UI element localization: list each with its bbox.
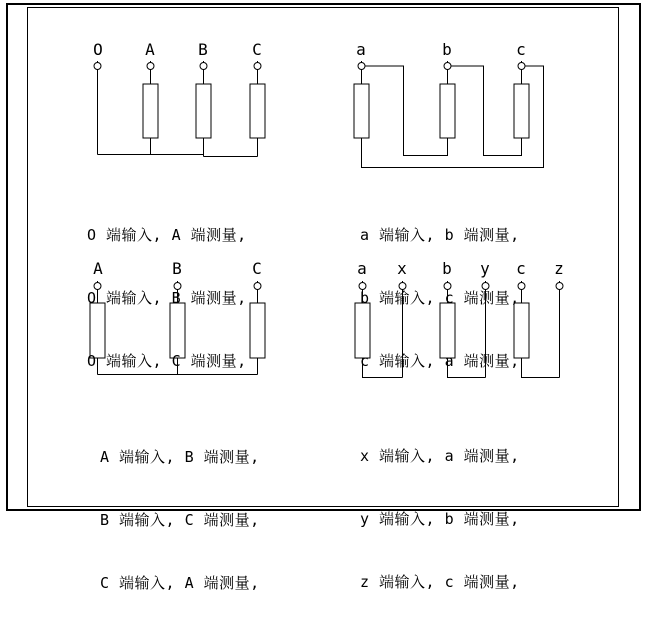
measurement-instruction: z 端输入, c 端测量, (360, 573, 520, 591)
caption-bottom-left (100, 405, 260, 636)
terminal-circle (444, 63, 451, 70)
terminal-circle (556, 283, 563, 290)
terminal-label: a (356, 40, 366, 59)
wire-a-to-b-bottom (365, 66, 448, 156)
measurement-instruction: a 端输入, b 端测量, (360, 226, 520, 244)
terminal-label: a (357, 259, 367, 278)
terminal-label: B (172, 259, 182, 278)
measurement-instruction: c 端输入, a 端测量, (360, 352, 520, 370)
terminal-label: c (516, 259, 526, 278)
winding-rect (440, 84, 455, 138)
diagram-star-with-neutral (94, 61, 265, 157)
terminal-label: b (442, 40, 452, 59)
terminal-label: A (93, 259, 103, 278)
measurement-instruction: A 端输入, B 端测量, (100, 448, 260, 466)
measurement-instruction: O 端输入, B 端测量, (87, 289, 247, 307)
terminal-circle (94, 63, 101, 70)
terminal-label: z (554, 259, 564, 278)
terminal-label: A (145, 40, 155, 59)
terminal-label: O (93, 40, 103, 59)
measurement-instruction: B 端输入, C 端测量, (100, 511, 260, 529)
winding-rect (250, 303, 265, 358)
terminal-circle (518, 63, 525, 70)
terminal-circle (254, 63, 261, 70)
measurement-instruction: O 端输入, A 端测量, (87, 226, 247, 244)
measurement-instruction: b 端输入, c 端测量, (360, 289, 520, 307)
caption-top-right (360, 183, 520, 414)
diagram-delta (354, 61, 544, 168)
terminal-label: C (252, 259, 262, 278)
terminal-circle (147, 63, 154, 70)
caption-bottom-right (360, 404, 520, 635)
terminal-circle (254, 283, 261, 290)
winding-rect (196, 84, 211, 138)
terminal-circle (200, 63, 207, 70)
terminal-label: b (442, 259, 452, 278)
wire-b-to-c-bottom (451, 66, 522, 156)
measurement-instruction: x 端输入, a 端测量, (360, 447, 520, 465)
caption-top-left (87, 183, 247, 414)
winding-rect (514, 84, 529, 138)
terminal-label: c (516, 40, 526, 59)
terminal-circle (358, 63, 365, 70)
terminal-label: B (198, 40, 208, 59)
terminal-label: y (480, 259, 490, 278)
measurement-instruction: y 端输入, b 端测量, (360, 510, 520, 528)
terminal-label: C (252, 40, 262, 59)
wire-c-z-return (522, 358, 560, 378)
winding-rect (354, 84, 369, 138)
measurement-instruction: C 端输入, A 端测量, (100, 574, 260, 592)
winding-rect (250, 84, 265, 138)
terminal-label: x (397, 259, 407, 278)
measurement-instruction: O 端输入, C 端测量, (87, 352, 247, 370)
winding-rect (143, 84, 158, 138)
